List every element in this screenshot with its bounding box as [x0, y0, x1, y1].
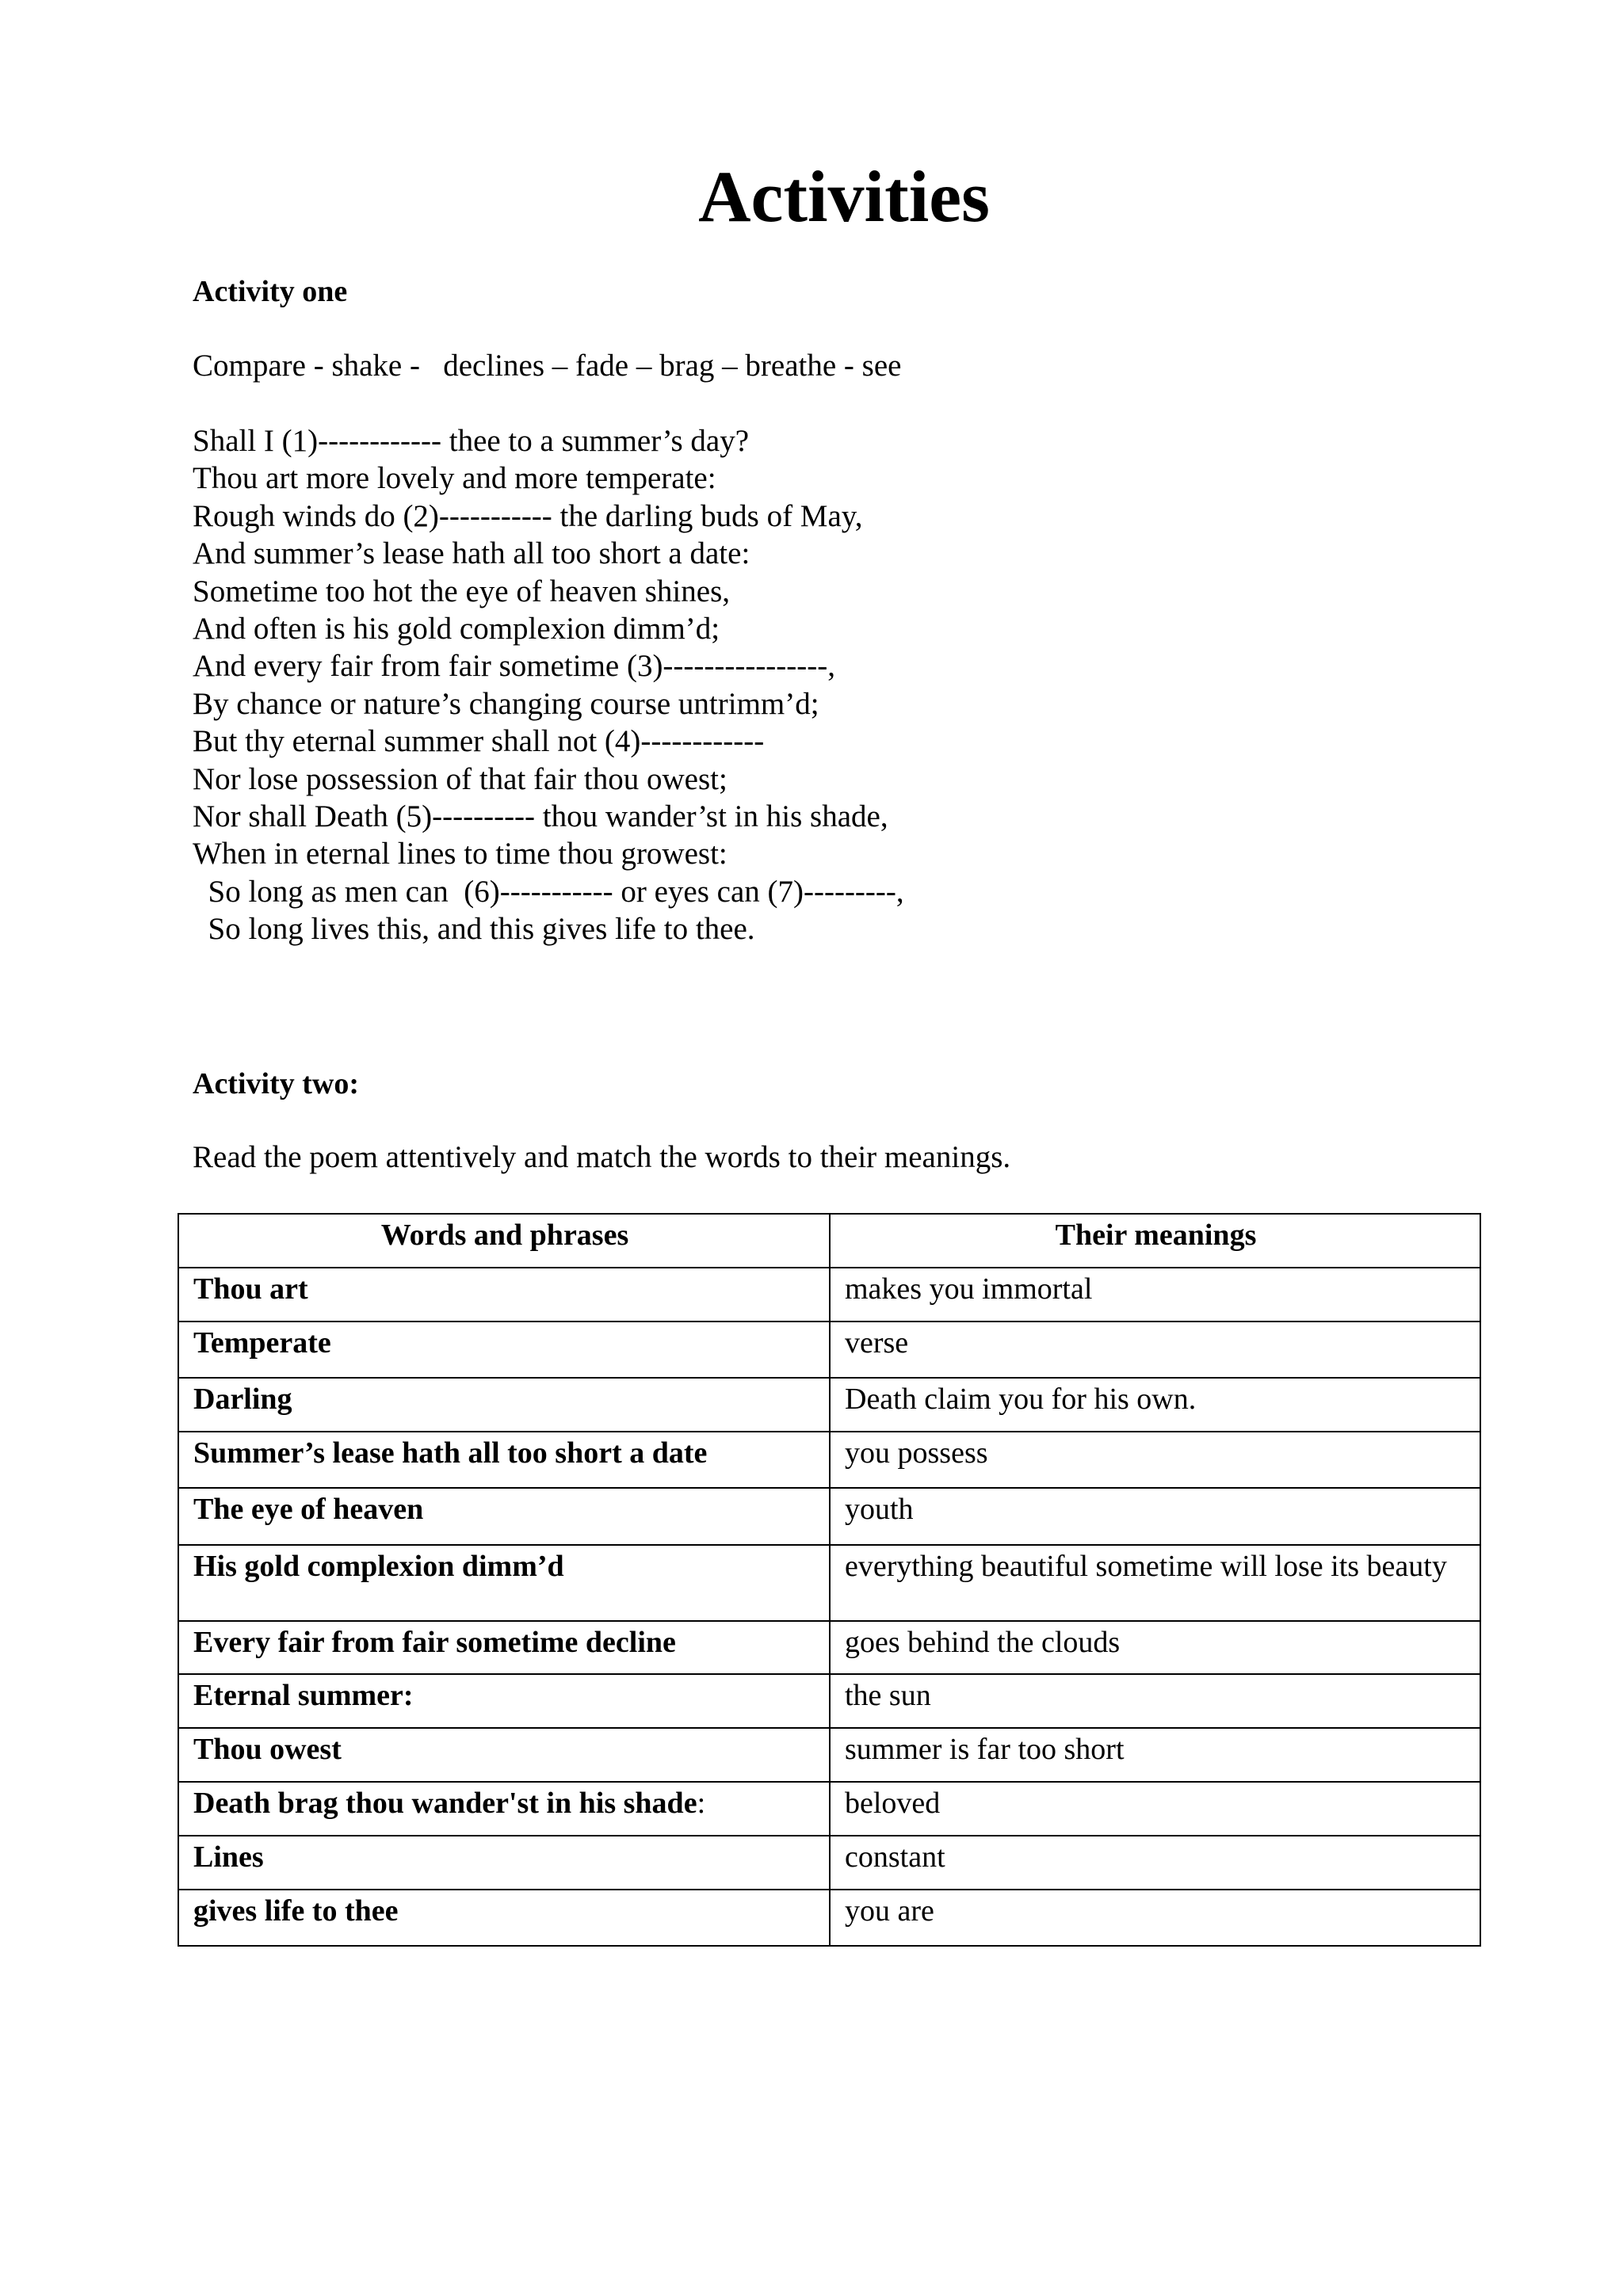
table-row [178, 1378, 1480, 1432]
poem-line: Nor shall Death (5)---------- thou wander’st in his shade, [193, 799, 888, 833]
word-suffix: : [697, 1787, 706, 1820]
word-text: His gold complexion dimm’d [193, 1550, 564, 1583]
poem-line: By chance or nature’s changing course untrimm’d; [193, 686, 819, 721]
meaning-cell: you possess [830, 1432, 1480, 1488]
meaning-cell: you are [830, 1890, 1480, 1946]
column-header-words: Words and phrases [178, 1214, 830, 1268]
word-text: Darling [193, 1383, 292, 1416]
table-header-row [178, 1214, 1480, 1268]
poem-line: So long lives this, and this gives life to thee. [193, 912, 755, 947]
word-text: Temperate [193, 1326, 331, 1360]
meaning-cell: goes behind the clouds [830, 1621, 1480, 1674]
word-text: Thou owest [193, 1733, 342, 1766]
meaning-cell: the sun [830, 1674, 1480, 1728]
meaning-cell: beloved [830, 1782, 1480, 1836]
poem-line: Thou art more lovely and more temperate: [193, 461, 716, 496]
word-text: Lines [193, 1840, 264, 1874]
meaning-cell: summer is far too short [830, 1728, 1480, 1782]
word-cell [178, 1674, 830, 1728]
poem-line: And every fair from fair sometime (3)----------------, [193, 649, 835, 684]
table-row [178, 1545, 1480, 1621]
table-row [178, 1268, 1480, 1322]
table-row [178, 1674, 1480, 1728]
word-text: Every fair from fair sometime decline [193, 1626, 676, 1659]
word-cell [178, 1836, 830, 1890]
poem-line: Nor lose possession of that fair thou owest; [193, 761, 727, 796]
word-cell [178, 1782, 830, 1836]
poem-line: But thy eternal summer shall not (4)------------ [193, 724, 765, 759]
activity-two-instruction: Read the poem attentively and match the words to their meanings. [193, 1140, 1011, 1174]
word-text: Eternal summer: [193, 1679, 414, 1712]
word-cell [178, 1378, 830, 1432]
word-cell [178, 1621, 830, 1674]
table-row [178, 1621, 1480, 1674]
word-cell [178, 1890, 830, 1946]
poem-line: And often is his gold complexion dimm’d; [193, 611, 720, 646]
meaning-cell: verse [830, 1322, 1480, 1378]
poem [193, 422, 1381, 948]
activity-one-heading: Activity one [193, 275, 348, 308]
table-row [178, 1728, 1480, 1782]
table-row [178, 1890, 1480, 1946]
poem-line: When in eternal lines to time thou growest: [193, 837, 727, 871]
word-text: Summer’s lease hath all too short a date [193, 1436, 708, 1470]
table-row [178, 1782, 1480, 1836]
meaning-cell: Death claim you for his own. [830, 1378, 1480, 1432]
column-header-meanings: Their meanings [830, 1214, 1480, 1268]
word-bank: Compare - shake - declines – fade – brag – breathe - see [193, 349, 902, 383]
word-cell [178, 1322, 830, 1378]
table-row [178, 1432, 1480, 1488]
word-cell [178, 1268, 830, 1322]
word-text: Death brag thou wander'st in his shade [193, 1787, 697, 1820]
poem-line: Sometime too hot the eye of heaven shines, [193, 574, 731, 608]
matching-table [178, 1213, 1481, 1947]
page-title: Activities [698, 156, 990, 237]
meaning-cell: constant [830, 1836, 1480, 1890]
word-cell [178, 1728, 830, 1782]
meaning-cell: makes you immortal [830, 1268, 1480, 1322]
poem-line: So long as men can (6)----------- or eyes can (7)---------, [193, 874, 904, 909]
activity-two-heading: Activity two: [193, 1067, 359, 1100]
poem-line: And summer’s lease hath all too short a date: [193, 536, 750, 571]
word-text: gives life to thee [193, 1894, 399, 1928]
word-text: The eye of heaven [193, 1493, 424, 1526]
table-row [178, 1836, 1480, 1890]
word-cell [178, 1432, 830, 1488]
meaning-cell: everything beautiful sometime will lose its beauty [830, 1545, 1480, 1621]
meaning-cell: youth [830, 1488, 1480, 1545]
table-row [178, 1322, 1480, 1378]
poem-line: Rough winds do (2)----------- the darling buds of May, [193, 498, 863, 533]
poem-line: Shall I (1)------------ thee to a summer’s day? [193, 424, 750, 458]
word-cell [178, 1488, 830, 1545]
table-row [178, 1488, 1480, 1545]
word-text: Thou art [193, 1272, 308, 1306]
word-cell [178, 1545, 830, 1621]
